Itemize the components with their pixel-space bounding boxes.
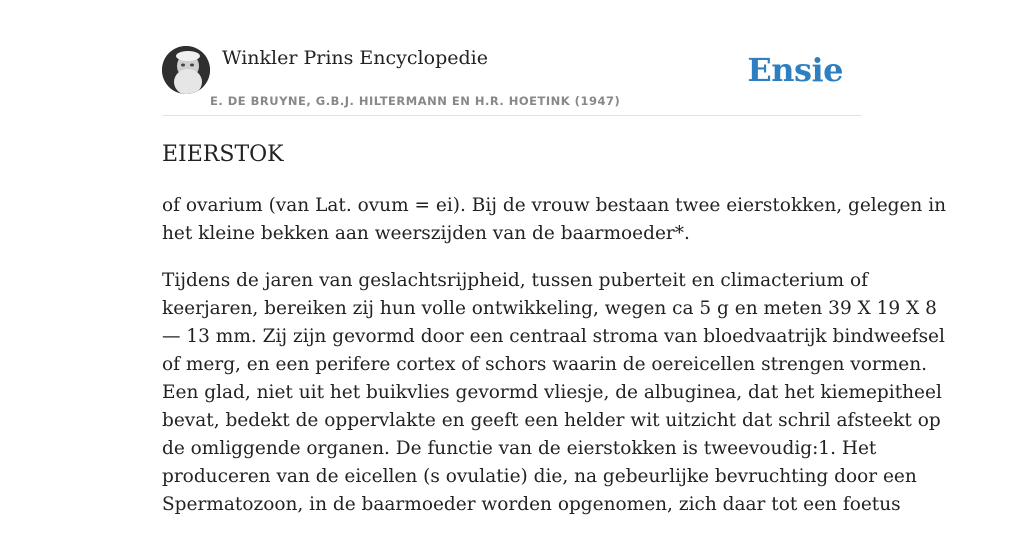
- entry-body: [162, 192, 947, 538]
- authors-line: E. DE BRUYNE, G.B.J. HILTERMANN EN H.R. HOETINK (1947): [210, 94, 621, 108]
- text-line: of ovarium (van Lat. ovum = ei). Bij de vrouw bestaan twee eierstokken, gelegen in: [162, 195, 947, 216]
- text-line: Spermatozoon, in de baarmoeder worden opgenomen, zich daar tot een foetus: [162, 494, 901, 515]
- text-line: bevat, bedekt de oppervlakte en geeft een helder wit uitzicht dat schril afsteekt op: [162, 410, 941, 431]
- text-line: de omliggende organen. De functie van de eierstokken is tweevoudig:1. Het: [162, 438, 877, 459]
- paragraph: [162, 267, 945, 519]
- text-line: of merg, en een perifere cortex of schors waarin de oereicellen strengen vormen.: [162, 354, 928, 375]
- text-line: het kleine bekken aan weerszijden van de baarmoeder*.: [162, 223, 690, 244]
- text-line: keerjaren, bereiken zij hun volle ontwikkeling, wegen ca 5 g en meten 39 X 19 X 8: [162, 298, 937, 319]
- text-line: Tijdens de jaren van geslachtsrijpheid, tussen puberteit en climacterium of: [162, 270, 868, 291]
- entry-title: EIERSTOK: [162, 142, 284, 167]
- paragraph: [162, 192, 947, 248]
- author-portrait-avatar: [162, 46, 210, 94]
- text-line: produceren van de eicellen (s ovulatie) die, na gebeurlijke bevruchting door een: [162, 466, 917, 487]
- ensie-logo[interactable]: Ensie: [747, 51, 843, 89]
- header-divider: [162, 115, 862, 116]
- text-line: Een glad, niet uit het buikvlies gevormd vliesje, de albuginea, dat het kiemepitheel: [162, 382, 942, 403]
- source-title[interactable]: Winkler Prins Encyclopedie: [222, 47, 488, 69]
- text-line: — 13 mm. Zij zijn gevormd door een centraal stroma van bloedvaatrijk bindweefsel: [162, 326, 945, 347]
